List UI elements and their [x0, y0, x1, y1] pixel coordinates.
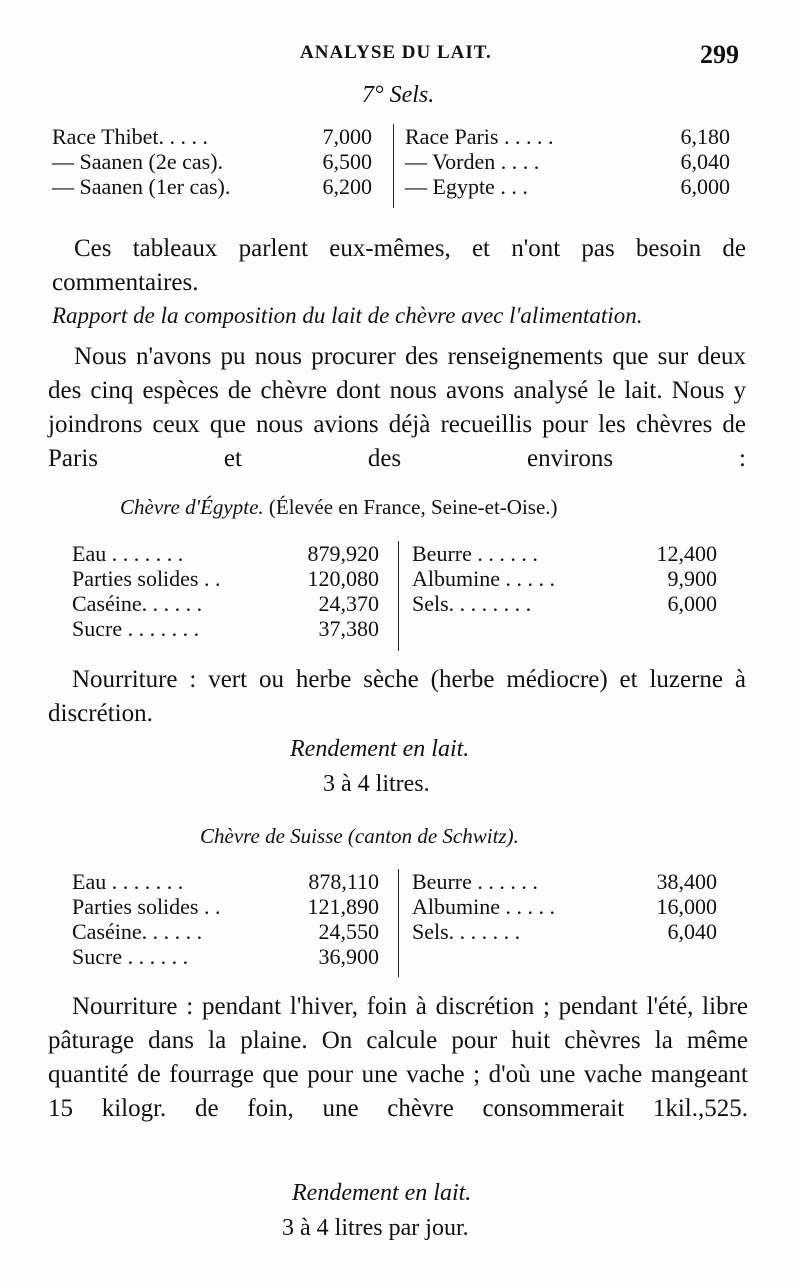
egypte-title [120, 495, 558, 520]
row-value: 36,900 [318, 944, 379, 969]
row-value: 6,000 [680, 174, 730, 199]
table-row [412, 894, 717, 919]
row-label: Parties solides . . [72, 894, 221, 919]
egypte-right-table [412, 541, 717, 616]
suisse-rendement-value: 3 à 4 litres par jour. [282, 1215, 469, 1241]
row-value: 6,000 [667, 591, 717, 616]
table-row [412, 541, 717, 566]
row-value: 38,400 [656, 869, 717, 894]
suisse-title: Chèvre de Suisse (canton de Schwitz). [200, 824, 519, 848]
rapport-heading: Rapport de la composition du lait de chèvre avec l'alimentation. [52, 303, 643, 328]
table-row [52, 174, 372, 199]
egypte-rendement-heading: Rendement en lait. [290, 736, 470, 762]
paragraph-text: Ces tableaux parlent eux-mêmes, et n'ont pas besoin de commentaires. [52, 235, 746, 296]
table-row [72, 616, 379, 641]
table-row [72, 566, 379, 591]
table-row [72, 894, 379, 919]
row-label: Beurre . . . . . . [412, 541, 538, 566]
row-value: 37,380 [318, 616, 379, 641]
row-value: 24,370 [318, 591, 379, 616]
egypte-nourriture [48, 663, 746, 731]
row-label: Eau . . . . . . . [72, 541, 184, 566]
table-row [412, 869, 717, 894]
table-row [52, 124, 372, 149]
sels-title: 7° Sels. [362, 82, 435, 108]
paragraph-renseignements [48, 340, 746, 476]
table-row [405, 124, 730, 149]
row-label: Sels. . . . . . . . [412, 591, 532, 616]
row-label: Sucre . . . . . . . [72, 616, 200, 641]
table-row [72, 541, 379, 566]
column-divider [398, 541, 399, 651]
table-row [72, 919, 379, 944]
egypte-title-italic: Chèvre d'Égypte. [120, 495, 264, 519]
row-label: Race Paris . . . . . [405, 124, 554, 149]
paragraph-tableaux [52, 232, 746, 300]
table-row [405, 149, 730, 174]
table-row [72, 944, 379, 969]
sels-right-table [405, 124, 730, 199]
row-label: Albumine . . . . . [412, 566, 555, 591]
row-label: Albumine . . . . . [412, 894, 555, 919]
column-divider [393, 124, 394, 208]
table-row [72, 869, 379, 894]
row-value: 24,550 [318, 919, 379, 944]
table-row [72, 591, 379, 616]
column-divider [398, 869, 399, 977]
running-title: ANALYSE DU LAIT. [300, 42, 492, 63]
row-value: 16,000 [656, 894, 717, 919]
row-value: 6,040 [667, 919, 717, 944]
row-label: Beurre . . . . . . [412, 869, 538, 894]
table-row [412, 591, 717, 616]
row-label: Race Thibet. . . . . [52, 124, 208, 149]
suisse-nourriture [48, 990, 748, 1126]
row-value: 6,500 [322, 149, 372, 174]
egypte-rendement-value: 3 à 4 litres. [323, 771, 430, 797]
row-label: — Saanen (2e cas). [52, 149, 224, 174]
row-label: Sels. . . . . . . [412, 919, 521, 944]
suisse-rendement-heading: Rendement en lait. [292, 1180, 472, 1206]
row-value: 6,040 [680, 149, 730, 174]
row-label: Parties solides . . [72, 566, 221, 591]
row-label: Eau . . . . . . . [72, 869, 184, 894]
row-label: Caséine. . . . . . [72, 919, 203, 944]
row-value: 6,180 [680, 124, 730, 149]
table-row [412, 566, 717, 591]
page-number: 299 [700, 40, 739, 69]
row-label: — Saanen (1er cas). [52, 174, 231, 199]
row-value: 6,200 [322, 174, 372, 199]
paragraph-text: Nourriture : vert ou herbe sèche (herbe médiocre) et luzerne à discrétion. [48, 666, 746, 727]
row-label: Caséine. . . . . . [72, 591, 203, 616]
table-row [52, 149, 372, 174]
table-row [412, 919, 717, 944]
suisse-right-table [412, 869, 717, 944]
row-label: — Vorden . . . . [405, 149, 540, 174]
row-value: 7,000 [322, 124, 372, 149]
row-value: 12,400 [656, 541, 717, 566]
row-label: — Egypte . . . [405, 174, 528, 199]
suisse-left-table [72, 869, 379, 969]
egypte-title-rest: (Élevée en France, Seine-et-Oise.) [268, 495, 558, 519]
row-value: 120,080 [307, 566, 379, 591]
paragraph-text: Nourriture : pendant l'hiver, foin à discrétion ; pendant l'été, libre pâturage dans la plaine. On calcule pour huit chèvres la même quantité de fourrage que pour une vache ; d'où une vache mangeant 15 kilogr. de foin, une chèvre consommerait 1kil.,525. [48, 993, 748, 1122]
egypte-left-table [72, 541, 379, 641]
sels-left-table [52, 124, 372, 199]
paragraph-text: Nous n'avons pu nous procurer des renseignements que sur deux des cinq espèces de chèvre dont nous avons analysé le lait. Nous y joindrons ceux que nous avions déjà recueillis pour les chèvres de Paris et des environs : [48, 343, 746, 472]
row-value: 9,900 [667, 566, 717, 591]
row-label: Sucre . . . . . . [72, 944, 189, 969]
row-value: 879,920 [307, 541, 379, 566]
table-row [405, 174, 730, 199]
row-value: 121,890 [307, 894, 379, 919]
row-value: 878,110 [308, 869, 379, 894]
